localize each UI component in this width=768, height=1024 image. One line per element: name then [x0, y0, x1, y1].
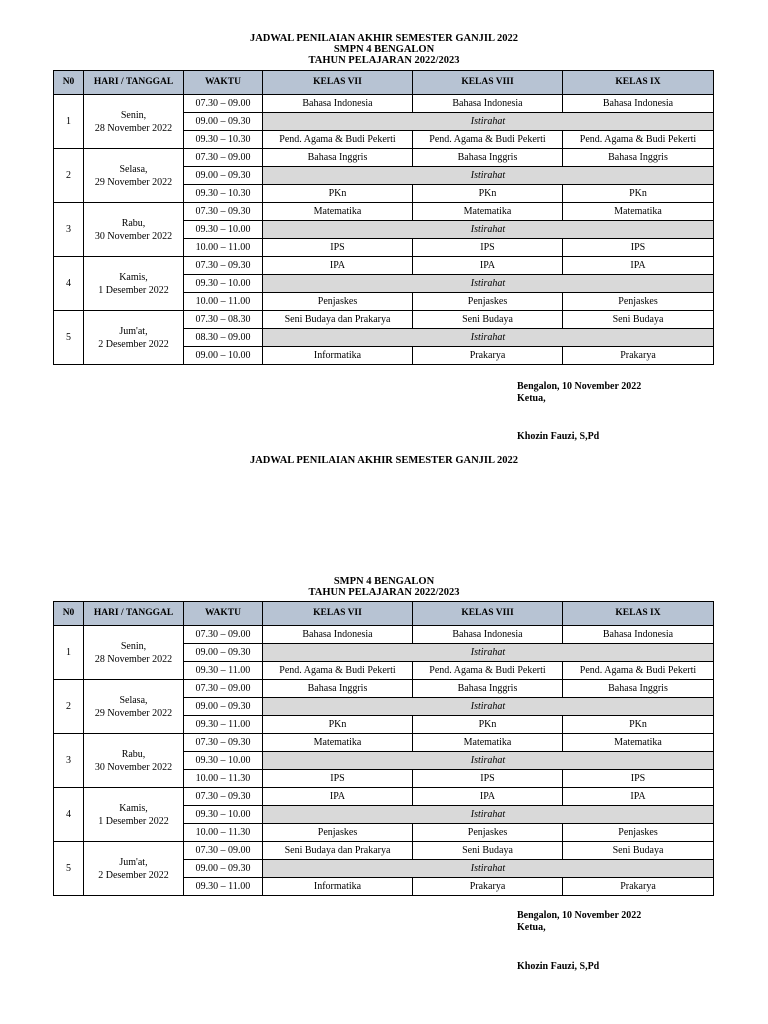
academic-year: TAHUN PELAJARAN 2022/2023	[308, 587, 460, 598]
day-name: Selasa,	[119, 694, 148, 706]
subject-kelas-vii: Bahasa Inggris	[263, 149, 413, 167]
date-label: 1 Desember 2022	[98, 815, 169, 827]
break-cell: Istirahat	[263, 860, 714, 878]
table-row	[54, 626, 714, 644]
academic-year: TAHUN PELAJARAN 2022/2023	[308, 55, 460, 66]
subject-kelas-ix: IPS	[563, 239, 714, 257]
break-cell: Istirahat	[263, 329, 714, 347]
time-cell: 07.30 – 09.00	[184, 626, 263, 644]
time-cell: 07.30 – 09.30	[184, 257, 263, 275]
table-row	[54, 149, 714, 167]
break-cell: Istirahat	[263, 113, 714, 131]
col-header-kelas-viii: KELAS VIII	[413, 602, 563, 626]
col-header-no: N0	[54, 602, 84, 626]
day-name: Senin,	[120, 640, 147, 652]
subject-kelas-vii: IPA	[263, 788, 413, 806]
break-cell: Istirahat	[263, 275, 714, 293]
subject-kelas-viii: Seni Budaya	[413, 311, 563, 329]
time-cell: 10.00 – 11.30	[184, 770, 263, 788]
time-cell: 09.00 – 10.00	[184, 347, 263, 365]
subject-kelas-viii: Matematika	[413, 734, 563, 752]
subject-kelas-viii: Prakarya	[413, 878, 563, 896]
header-row	[54, 602, 714, 626]
day-name: Selasa,	[119, 163, 148, 175]
day-date-cell	[84, 203, 184, 257]
subject-kelas-ix: Bahasa Indonesia	[563, 626, 714, 644]
subject-kelas-viii: IPS	[413, 239, 563, 257]
subject-kelas-vii: Bahasa Inggris	[263, 680, 413, 698]
break-cell: Istirahat	[263, 221, 714, 239]
break-cell: Istirahat	[263, 167, 714, 185]
date-label: 1 Desember 2022	[98, 284, 169, 296]
table-row	[54, 680, 714, 698]
time-cell: 07.30 – 09.00	[184, 149, 263, 167]
subject-kelas-vii: Matematika	[263, 203, 413, 221]
subject-kelas-vii: Pend. Agama & Budi Pekerti	[263, 662, 413, 680]
table-row	[54, 842, 714, 860]
time-cell: 07.30 – 09.00	[184, 842, 263, 860]
subject-kelas-viii: Prakarya	[413, 347, 563, 365]
break-cell: Istirahat	[263, 644, 714, 662]
signature-place-date: Bengalon, 10 November 2022	[517, 381, 642, 392]
col-header-day: HARI / TANGGAL	[84, 602, 184, 626]
subject-kelas-viii: Pend. Agama & Budi Pekerti	[413, 662, 563, 680]
signature-name: Khozin Fauzi, S,Pd	[517, 961, 600, 972]
subject-kelas-vii: Matematika	[263, 734, 413, 752]
table-row	[54, 734, 714, 752]
subject-kelas-vii: IPA	[263, 257, 413, 275]
subject-kelas-viii: Bahasa Inggris	[413, 149, 563, 167]
day-date-cell	[84, 311, 184, 365]
time-cell: 09.30 – 10.30	[184, 131, 263, 149]
time-cell: 09.30 – 10.00	[184, 752, 263, 770]
subject-kelas-viii: Penjaskes	[413, 293, 563, 311]
school-name: SMPN 4 BENGALON	[333, 44, 435, 55]
subject-kelas-ix: Bahasa Inggris	[563, 149, 714, 167]
subject-kelas-vii: Informatika	[263, 347, 413, 365]
subject-kelas-viii: IPA	[413, 788, 563, 806]
col-header-day: HARI / TANGGAL	[84, 71, 184, 95]
date-label: 30 November 2022	[94, 230, 173, 242]
time-cell: 07.30 – 09.00	[184, 680, 263, 698]
date-label: 28 November 2022	[94, 122, 173, 134]
time-cell: 07.30 – 08.30	[184, 311, 263, 329]
subject-kelas-ix: Penjaskes	[563, 293, 714, 311]
subject-kelas-ix: PKn	[563, 185, 714, 203]
col-header-time: WAKTU	[184, 71, 263, 95]
date-label: 29 November 2022	[94, 176, 173, 188]
date-label: 28 November 2022	[94, 653, 173, 665]
time-cell: 09.30 – 10.00	[184, 221, 263, 239]
day-name: Rabu,	[121, 217, 146, 229]
date-label: 29 November 2022	[94, 707, 173, 719]
time-cell: 07.30 – 09.00	[184, 95, 263, 113]
subject-kelas-viii: IPA	[413, 257, 563, 275]
subject-kelas-viii: Penjaskes	[413, 824, 563, 842]
subject-kelas-vii: Penjaskes	[263, 824, 413, 842]
day-number: 2	[54, 680, 84, 734]
subject-kelas-ix: Prakarya	[563, 347, 714, 365]
subject-kelas-viii: IPS	[413, 770, 563, 788]
table-row	[54, 203, 714, 221]
table-row	[54, 257, 714, 275]
subject-kelas-ix: IPA	[563, 257, 714, 275]
table-row	[54, 788, 714, 806]
time-cell: 09.30 – 11.00	[184, 662, 263, 680]
school-name: SMPN 4 BENGALON	[333, 576, 435, 587]
subject-kelas-vii: Informatika	[263, 878, 413, 896]
col-header-kelas-ix: KELAS IX	[563, 602, 714, 626]
subject-kelas-ix: Seni Budaya	[563, 842, 714, 860]
subject-kelas-ix: Prakarya	[563, 878, 714, 896]
subject-kelas-ix: Pend. Agama & Budi Pekerti	[563, 662, 714, 680]
time-cell: 09.30 – 10.30	[184, 185, 263, 203]
col-header-kelas-ix: KELAS IX	[563, 71, 714, 95]
subject-kelas-vii: Pend. Agama & Budi Pekerti	[263, 131, 413, 149]
time-cell: 09.00 – 09.30	[184, 860, 263, 878]
day-number: 4	[54, 788, 84, 842]
col-header-kelas-vii: KELAS VII	[263, 602, 413, 626]
time-cell: 09.00 – 09.30	[184, 167, 263, 185]
day-date-cell	[84, 842, 184, 896]
col-header-time: WAKTU	[184, 602, 263, 626]
time-cell: 09.30 – 10.00	[184, 806, 263, 824]
day-name: Rabu,	[121, 748, 146, 760]
date-label: 2 Desember 2022	[98, 869, 169, 881]
day-number: 4	[54, 257, 84, 311]
subject-kelas-vii: Bahasa Indonesia	[263, 626, 413, 644]
day-name: Senin,	[120, 109, 147, 121]
subject-kelas-ix: PKn	[563, 716, 714, 734]
subject-kelas-viii: Seni Budaya	[413, 842, 563, 860]
time-cell: 09.30 – 11.00	[184, 878, 263, 896]
subject-kelas-vii: Bahasa Indonesia	[263, 95, 413, 113]
subject-kelas-ix: IPS	[563, 770, 714, 788]
subject-kelas-viii: Pend. Agama & Budi Pekerti	[413, 131, 563, 149]
table-row	[54, 311, 714, 329]
subject-kelas-viii: Matematika	[413, 203, 563, 221]
break-cell: Istirahat	[263, 698, 714, 716]
day-name: Jum'at,	[119, 325, 148, 337]
subject-kelas-vii: PKn	[263, 185, 413, 203]
signature-role: Ketua,	[517, 393, 546, 404]
table-row	[54, 95, 714, 113]
time-cell: 09.00 – 09.30	[184, 698, 263, 716]
subject-kelas-ix: Bahasa Indonesia	[563, 95, 714, 113]
day-date-cell	[84, 680, 184, 734]
subject-kelas-ix: Matematika	[563, 203, 714, 221]
page-title: JADWAL PENILAIAN AKHIR SEMESTER GANJIL 2022	[249, 455, 519, 466]
time-cell: 09.00 – 09.30	[184, 113, 263, 131]
subject-kelas-ix: Seni Budaya	[563, 311, 714, 329]
day-number: 5	[54, 842, 84, 896]
subject-kelas-viii: PKn	[413, 185, 563, 203]
day-date-cell	[84, 257, 184, 311]
page-title: JADWAL PENILAIAN AKHIR SEMESTER GANJIL 2022	[249, 33, 519, 44]
signature-place-date: Bengalon, 10 November 2022	[517, 910, 642, 921]
day-name: Kamis,	[119, 271, 148, 283]
subject-kelas-viii: PKn	[413, 716, 563, 734]
subject-kelas-ix: Bahasa Inggris	[563, 680, 714, 698]
subject-kelas-viii: Bahasa Inggris	[413, 680, 563, 698]
subject-kelas-vii: Seni Budaya dan Prakarya	[263, 311, 413, 329]
time-cell: 10.00 – 11.30	[184, 824, 263, 842]
col-header-kelas-viii: KELAS VIII	[413, 71, 563, 95]
subject-kelas-viii: Bahasa Indonesia	[413, 626, 563, 644]
subject-kelas-ix: Matematika	[563, 734, 714, 752]
day-date-cell	[84, 734, 184, 788]
header-row	[54, 71, 714, 95]
col-header-no: N0	[54, 71, 84, 95]
break-cell: Istirahat	[263, 752, 714, 770]
day-date-cell	[84, 95, 184, 149]
time-cell: 09.30 – 11.00	[184, 716, 263, 734]
day-number: 3	[54, 203, 84, 257]
time-cell: 09.30 – 10.00	[184, 275, 263, 293]
subject-kelas-ix: Penjaskes	[563, 824, 714, 842]
time-cell: 07.30 – 09.30	[184, 203, 263, 221]
time-cell: 09.00 – 09.30	[184, 644, 263, 662]
day-number: 3	[54, 734, 84, 788]
day-date-cell	[84, 626, 184, 680]
date-label: 30 November 2022	[94, 761, 173, 773]
subject-kelas-ix: Pend. Agama & Budi Pekerti	[563, 131, 714, 149]
subject-kelas-ix: IPA	[563, 788, 714, 806]
signature-role: Ketua,	[517, 922, 546, 933]
subject-kelas-viii: Bahasa Indonesia	[413, 95, 563, 113]
schedule-table	[53, 601, 714, 896]
time-cell: 07.30 – 09.30	[184, 788, 263, 806]
signature-name: Khozin Fauzi, S,Pd	[517, 431, 600, 442]
day-number: 1	[54, 95, 84, 149]
subject-kelas-vii: IPS	[263, 770, 413, 788]
day-number: 5	[54, 311, 84, 365]
subject-kelas-vii: PKn	[263, 716, 413, 734]
day-name: Jum'at,	[119, 856, 148, 868]
day-date-cell	[84, 788, 184, 842]
subject-kelas-vii: Penjaskes	[263, 293, 413, 311]
time-cell: 10.00 – 11.00	[184, 293, 263, 311]
time-cell: 07.30 – 09.30	[184, 734, 263, 752]
schedule-table	[53, 70, 714, 365]
col-header-kelas-vii: KELAS VII	[263, 71, 413, 95]
break-cell: Istirahat	[263, 806, 714, 824]
day-number: 1	[54, 626, 84, 680]
subject-kelas-vii: IPS	[263, 239, 413, 257]
time-cell: 08.30 – 09.00	[184, 329, 263, 347]
day-name: Kamis,	[119, 802, 148, 814]
time-cell: 10.00 – 11.00	[184, 239, 263, 257]
date-label: 2 Desember 2022	[98, 338, 169, 350]
day-number: 2	[54, 149, 84, 203]
subject-kelas-vii: Seni Budaya dan Prakarya	[263, 842, 413, 860]
day-date-cell	[84, 149, 184, 203]
